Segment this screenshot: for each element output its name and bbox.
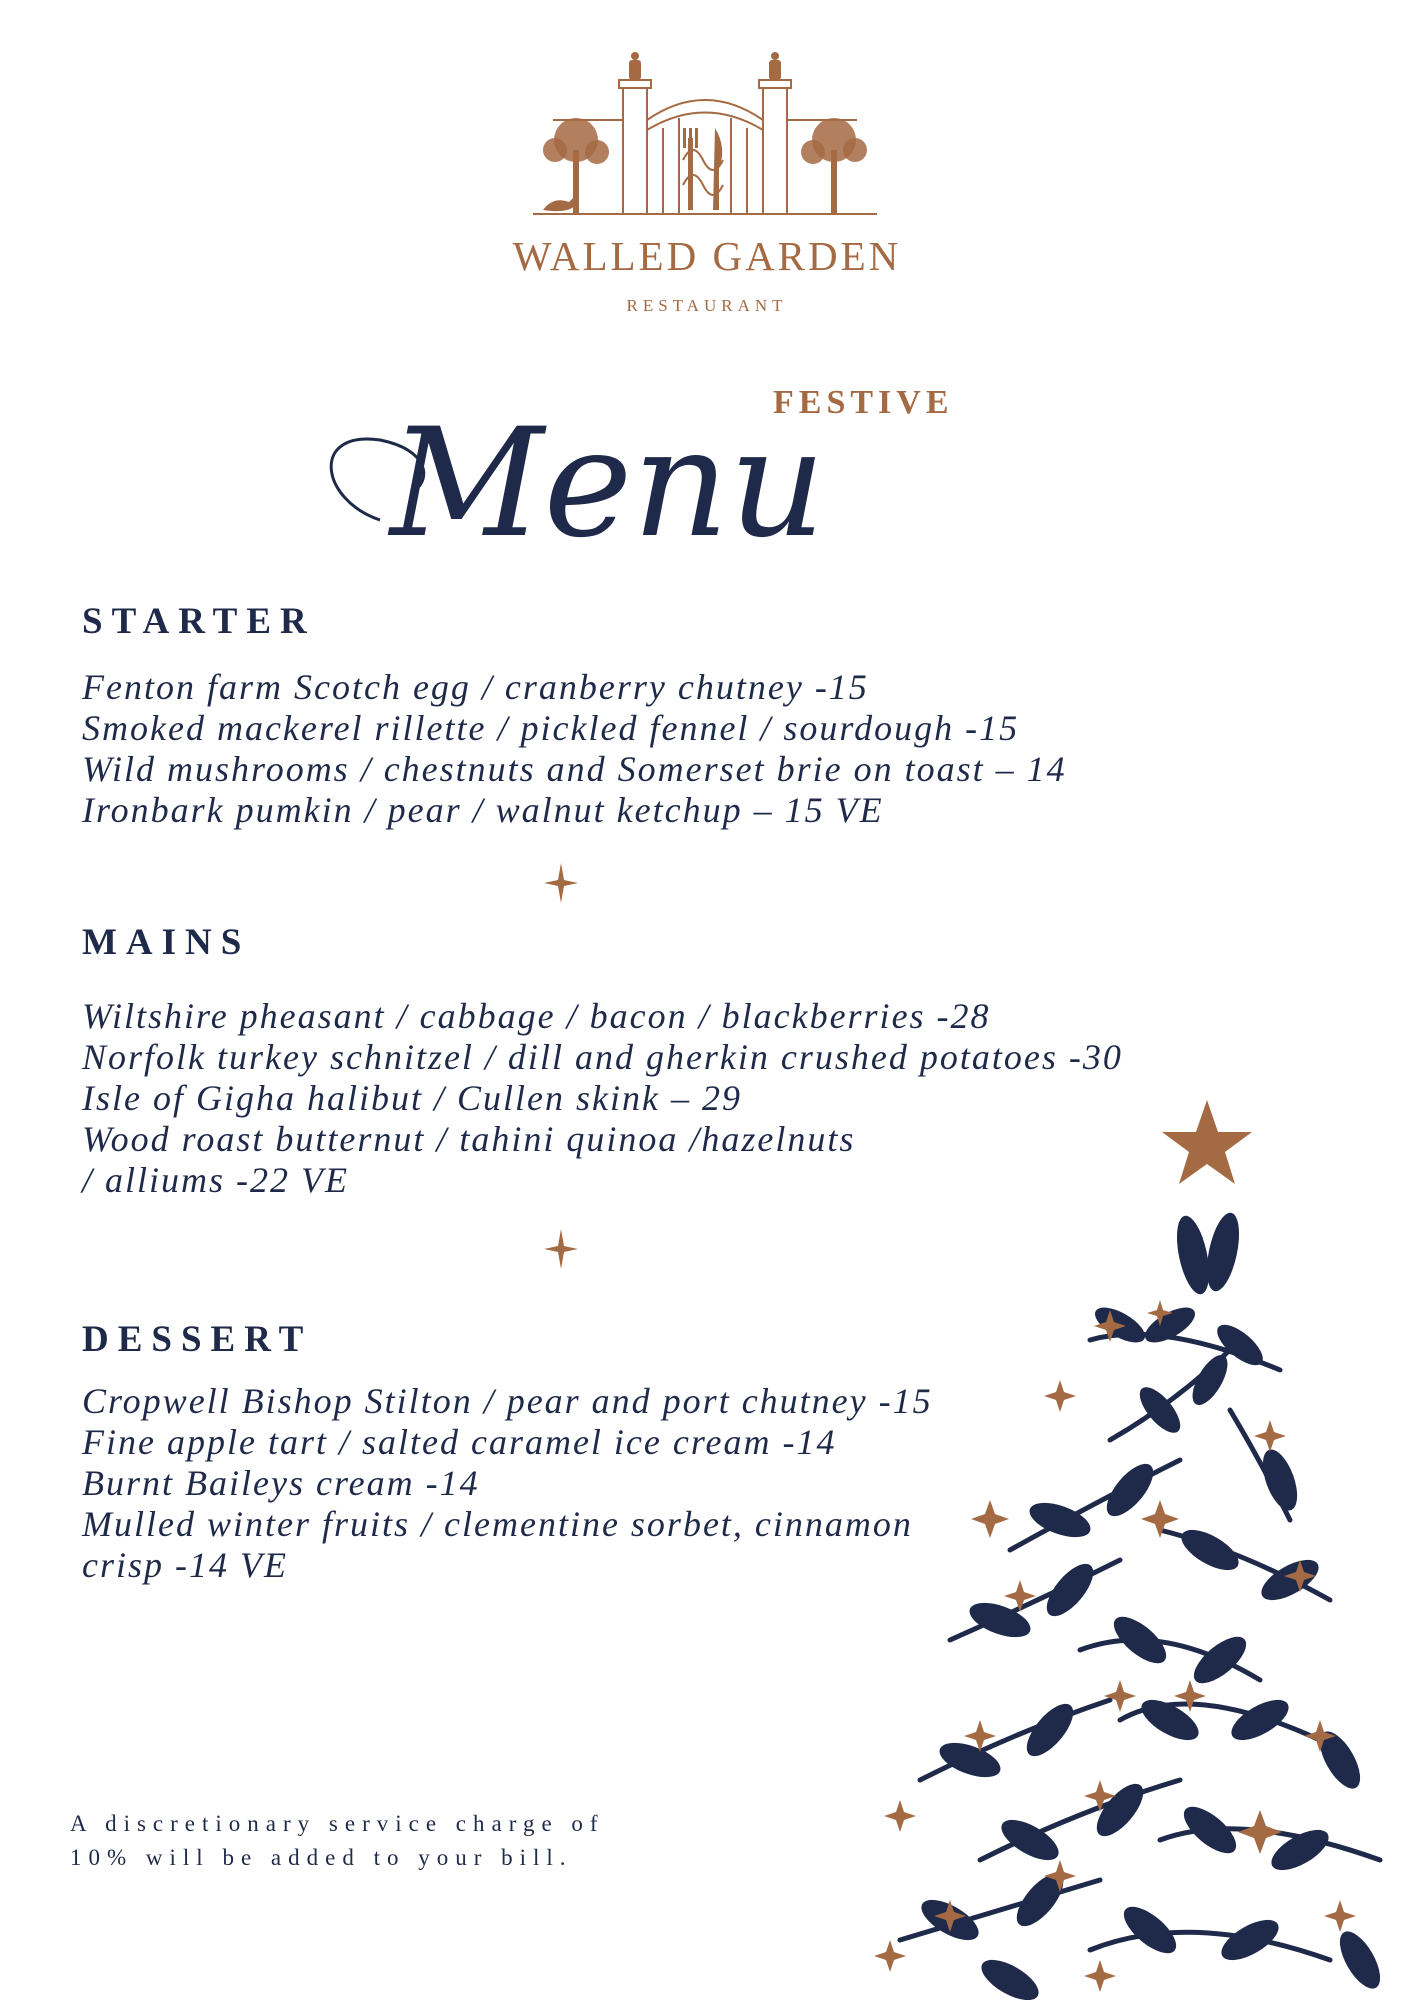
list-item: Wiltshire pheasant / cabbage / bacon / blackberries -28 [82,996,991,1036]
menu-title [320,360,880,580]
brand-name: WALLED GARDEN [512,233,902,279]
list-item: Cropwell Bishop Stilton / pear and port chutney -15 [82,1381,933,1421]
list-item: Ironbark pumkin / pear / walnut ketchup – 15 VE [82,790,884,830]
list-item: Wood roast butternut / tahini quinoa /hazelnuts [82,1119,856,1159]
section-heading-starter: STARTER [82,601,316,642]
list-item: Fine apple tart / salted caramel ice cream -14 [82,1422,837,1462]
garden-gate-logo-icon [533,50,877,218]
service-charge-note [70,1807,710,1875]
section-heading-mains: MAINS [82,922,251,963]
list-item: Isle of Gigha halibut / Cullen skink – 29 [82,1078,742,1118]
list-item: / alliums -22 VE [82,1160,349,1200]
list-item: crisp -14 VE [82,1545,288,1585]
sparkle-icon [544,863,578,903]
dessert-list [82,1381,933,1586]
service-charge-line-2: 10% will be added to your bill. [70,1845,573,1870]
list-item: Smoked mackerel rillette / pickled fennel / sourdough -15 [82,708,1020,748]
list-item: Mulled winter fruits / clementine sorbet, cinnamon [82,1504,913,1544]
list-item: Fenton farm Scotch egg / cranberry chutney -15 [82,667,869,707]
list-item: Burnt Baileys cream -14 [82,1463,480,1503]
list-item: Norfolk turkey schnitzel / dill and gherkin crushed potatoes -30 [82,1037,1123,1077]
section-heading-dessert: DESSERT [82,1319,313,1360]
christmas-tree-illustration [860,1080,1414,2000]
starter-list [82,667,1067,831]
service-charge-line-1: A discretionary service charge of [70,1811,605,1836]
festive-label: FESTIVE [773,384,954,421]
brand-subtitle: RESTAURANT [626,296,788,315]
sparkle-icon [544,1229,578,1269]
menu-title-text: Menu [390,397,826,571]
list-item: Wild mushrooms / chestnuts and Somerset brie on toast – 14 [82,749,1067,789]
